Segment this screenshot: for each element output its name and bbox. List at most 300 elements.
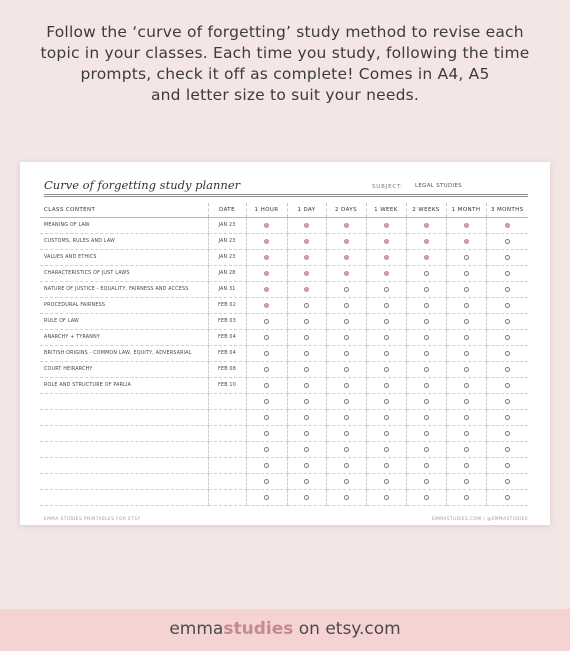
empty-circle-icon[interactable] bbox=[505, 431, 510, 436]
class-content-cell bbox=[40, 474, 208, 490]
checkbox-cell bbox=[366, 362, 406, 378]
checkbox-cell bbox=[366, 282, 406, 298]
empty-circle-icon[interactable] bbox=[384, 415, 389, 420]
empty-circle-icon[interactable] bbox=[304, 399, 309, 404]
column-header: CLASS CONTENT bbox=[40, 203, 208, 218]
empty-circle-icon[interactable] bbox=[464, 431, 469, 436]
checked-circle-icon[interactable] bbox=[264, 303, 269, 308]
empty-circle-icon[interactable] bbox=[264, 335, 269, 340]
footer-credit: EMMA STUDIES PRINTABLES FOR ETSY bbox=[44, 516, 141, 521]
checkbox-cell bbox=[246, 266, 287, 282]
empty-circle-icon[interactable] bbox=[424, 447, 429, 452]
empty-circle-icon[interactable] bbox=[505, 367, 510, 372]
checkbox-cell bbox=[246, 426, 287, 442]
empty-circle-icon[interactable] bbox=[384, 431, 389, 436]
checked-circle-icon[interactable] bbox=[344, 223, 349, 228]
intro-text bbox=[0, 22, 570, 106]
checkbox-cell bbox=[287, 442, 326, 458]
empty-circle-icon[interactable] bbox=[344, 431, 349, 436]
table-row bbox=[40, 346, 528, 362]
checkbox-cell bbox=[326, 362, 366, 378]
empty-circle-icon[interactable] bbox=[505, 399, 510, 404]
checkbox-cell bbox=[246, 330, 287, 346]
checked-circle-icon[interactable] bbox=[384, 239, 389, 244]
table-row bbox=[40, 250, 528, 266]
empty-circle-icon[interactable] bbox=[264, 479, 269, 484]
empty-circle-icon[interactable] bbox=[424, 335, 429, 340]
checkbox-cell bbox=[446, 490, 486, 506]
empty-circle-icon[interactable] bbox=[505, 335, 510, 340]
checked-circle-icon[interactable] bbox=[264, 239, 269, 244]
date-cell bbox=[208, 442, 246, 458]
empty-circle-icon[interactable] bbox=[344, 495, 349, 500]
checked-circle-icon[interactable] bbox=[424, 239, 429, 244]
empty-circle-icon[interactable] bbox=[505, 271, 510, 276]
empty-circle-icon[interactable] bbox=[344, 335, 349, 340]
empty-circle-icon[interactable] bbox=[424, 367, 429, 372]
empty-circle-icon[interactable] bbox=[424, 271, 429, 276]
checkbox-cell bbox=[287, 298, 326, 314]
empty-circle-icon[interactable] bbox=[384, 335, 389, 340]
checkbox-cell bbox=[486, 234, 528, 250]
empty-circle-icon[interactable] bbox=[505, 239, 510, 244]
checkbox-cell bbox=[326, 234, 366, 250]
checkbox-cell bbox=[326, 266, 366, 282]
checkbox-cell bbox=[446, 330, 486, 346]
intro-line: prompts, check it off as complete! Comes in A4, A5 bbox=[80, 65, 490, 83]
empty-circle-icon[interactable] bbox=[344, 351, 349, 356]
checkbox-cell bbox=[246, 218, 287, 234]
table-row bbox=[40, 442, 528, 458]
checkbox-cell bbox=[366, 442, 406, 458]
checkbox-cell bbox=[366, 394, 406, 410]
date-cell bbox=[208, 474, 246, 490]
checkbox-cell bbox=[287, 346, 326, 362]
empty-circle-icon[interactable] bbox=[424, 463, 429, 468]
empty-circle-icon[interactable] bbox=[304, 495, 309, 500]
empty-circle-icon[interactable] bbox=[264, 495, 269, 500]
checkbox-cell bbox=[287, 282, 326, 298]
checkbox-cell bbox=[287, 218, 326, 234]
checkbox-cell bbox=[287, 426, 326, 442]
checked-circle-icon[interactable] bbox=[464, 239, 469, 244]
table-row bbox=[40, 314, 528, 330]
table-row bbox=[40, 218, 528, 234]
empty-circle-icon[interactable] bbox=[384, 463, 389, 468]
empty-circle-icon[interactable] bbox=[464, 319, 469, 324]
table-row bbox=[40, 410, 528, 426]
date-cell: FEB 04 bbox=[208, 346, 246, 362]
empty-circle-icon[interactable] bbox=[384, 351, 389, 356]
checkbox-cell bbox=[287, 378, 326, 394]
checked-circle-icon[interactable] bbox=[464, 223, 469, 228]
date-cell bbox=[208, 490, 246, 506]
empty-circle-icon[interactable] bbox=[464, 399, 469, 404]
empty-circle-icon[interactable] bbox=[505, 287, 510, 292]
planner-sheet bbox=[20, 162, 550, 525]
checkbox-cell bbox=[366, 234, 406, 250]
empty-circle-icon[interactable] bbox=[304, 415, 309, 420]
empty-circle-icon[interactable] bbox=[424, 431, 429, 436]
checkbox-cell bbox=[486, 298, 528, 314]
empty-circle-icon[interactable] bbox=[304, 303, 309, 308]
checkbox-cell bbox=[287, 474, 326, 490]
checkbox-cell bbox=[486, 250, 528, 266]
empty-circle-icon[interactable] bbox=[344, 319, 349, 324]
class-content-cell: CHARACTERISTICS OF JUST LAWS bbox=[40, 266, 208, 282]
empty-circle-icon[interactable] bbox=[384, 447, 389, 452]
checkbox-cell bbox=[446, 250, 486, 266]
table-row bbox=[40, 378, 528, 394]
column-header: 1 DAY bbox=[287, 203, 326, 218]
checkbox-cell bbox=[366, 458, 406, 474]
date-cell bbox=[208, 458, 246, 474]
table-row bbox=[40, 490, 528, 506]
empty-circle-icon[interactable] bbox=[304, 351, 309, 356]
empty-circle-icon[interactable] bbox=[464, 495, 469, 500]
class-content-cell: COURT HEIRARCHY bbox=[40, 362, 208, 378]
checkbox-cell bbox=[486, 282, 528, 298]
empty-circle-icon[interactable] bbox=[344, 399, 349, 404]
checkbox-cell bbox=[406, 314, 446, 330]
table-body bbox=[40, 218, 528, 506]
checkbox-cell bbox=[287, 234, 326, 250]
checkbox-cell bbox=[366, 266, 406, 282]
empty-circle-icon[interactable] bbox=[304, 319, 309, 324]
empty-circle-icon[interactable] bbox=[464, 303, 469, 308]
checkbox-cell bbox=[287, 458, 326, 474]
date-cell: JAN 23 bbox=[208, 218, 246, 234]
empty-circle-icon[interactable] bbox=[505, 351, 510, 356]
checkbox-cell bbox=[406, 234, 446, 250]
empty-circle-icon[interactable] bbox=[464, 463, 469, 468]
checkbox-cell bbox=[486, 426, 528, 442]
checked-circle-icon[interactable] bbox=[304, 255, 309, 260]
column-header: 1 MONTH bbox=[446, 203, 486, 218]
checkbox-cell bbox=[326, 250, 366, 266]
banner-text[interactable] bbox=[0, 619, 570, 639]
checkbox-cell bbox=[406, 490, 446, 506]
empty-circle-icon[interactable] bbox=[304, 367, 309, 372]
checkbox-cell bbox=[446, 218, 486, 234]
checkbox-cell bbox=[326, 298, 366, 314]
checked-circle-icon[interactable] bbox=[264, 255, 269, 260]
empty-circle-icon[interactable] bbox=[384, 367, 389, 372]
empty-circle-icon[interactable] bbox=[264, 383, 269, 388]
checkbox-cell bbox=[486, 490, 528, 506]
empty-circle-icon[interactable] bbox=[384, 495, 389, 500]
column-header: 3 MONTHS bbox=[486, 203, 528, 218]
table-row bbox=[40, 234, 528, 250]
planner-title: Curve of forgetting study planner bbox=[44, 178, 241, 192]
empty-circle-icon[interactable] bbox=[264, 319, 269, 324]
checkbox-cell bbox=[486, 394, 528, 410]
empty-circle-icon[interactable] bbox=[505, 495, 510, 500]
empty-circle-icon[interactable] bbox=[384, 287, 389, 292]
empty-circle-icon[interactable] bbox=[464, 367, 469, 372]
empty-circle-icon[interactable] bbox=[464, 287, 469, 292]
checkbox-cell bbox=[446, 378, 486, 394]
empty-circle-icon[interactable] bbox=[304, 447, 309, 452]
class-content-cell: NATURE OF JUSTICE - EQUALITY, FAIRNESS AND ACCESS bbox=[40, 282, 208, 298]
checkbox-cell bbox=[246, 378, 287, 394]
checkbox-cell bbox=[366, 410, 406, 426]
checkbox-cell bbox=[406, 378, 446, 394]
subject-label: SUBJECT: bbox=[372, 184, 404, 190]
empty-circle-icon[interactable] bbox=[464, 255, 469, 260]
checkbox-cell bbox=[287, 314, 326, 330]
checkbox-cell bbox=[326, 442, 366, 458]
empty-circle-icon[interactable] bbox=[464, 415, 469, 420]
checked-circle-icon[interactable] bbox=[344, 239, 349, 244]
date-cell bbox=[208, 426, 246, 442]
column-header: 2 DAYS bbox=[326, 203, 366, 218]
empty-circle-icon[interactable] bbox=[424, 495, 429, 500]
checkbox-cell bbox=[446, 394, 486, 410]
table-row bbox=[40, 298, 528, 314]
empty-circle-icon[interactable] bbox=[344, 383, 349, 388]
checked-circle-icon[interactable] bbox=[304, 271, 309, 276]
title-divider bbox=[44, 196, 528, 197]
checkbox-cell bbox=[446, 282, 486, 298]
checkbox-cell bbox=[246, 394, 287, 410]
class-content-cell: MEANING OF LAW bbox=[40, 218, 208, 234]
empty-circle-icon[interactable] bbox=[264, 415, 269, 420]
checkbox-cell bbox=[486, 330, 528, 346]
checkbox-cell bbox=[366, 474, 406, 490]
table-header-row bbox=[40, 203, 528, 218]
checked-circle-icon[interactable] bbox=[304, 287, 309, 292]
empty-circle-icon[interactable] bbox=[424, 351, 429, 356]
checked-circle-icon[interactable] bbox=[264, 271, 269, 276]
checkbox-cell bbox=[366, 426, 406, 442]
checkbox-cell bbox=[366, 346, 406, 362]
table-row bbox=[40, 394, 528, 410]
checkbox-cell bbox=[366, 298, 406, 314]
empty-circle-icon[interactable] bbox=[264, 447, 269, 452]
checkbox-cell bbox=[486, 474, 528, 490]
checkbox-cell bbox=[246, 282, 287, 298]
empty-circle-icon[interactable] bbox=[505, 255, 510, 260]
checked-circle-icon[interactable] bbox=[384, 255, 389, 260]
column-header: 1 HOUR bbox=[246, 203, 287, 218]
empty-circle-icon[interactable] bbox=[464, 447, 469, 452]
date-cell: FEB 04 bbox=[208, 330, 246, 346]
empty-circle-icon[interactable] bbox=[264, 399, 269, 404]
checkbox-cell bbox=[406, 410, 446, 426]
intro-line: Follow the ‘curve of forgetting’ study method to revise each bbox=[46, 23, 524, 41]
checkbox-cell bbox=[486, 218, 528, 234]
empty-circle-icon[interactable] bbox=[264, 463, 269, 468]
checked-circle-icon[interactable] bbox=[424, 223, 429, 228]
column-header: 1 WEEK bbox=[366, 203, 406, 218]
checkbox-cell bbox=[366, 330, 406, 346]
empty-circle-icon[interactable] bbox=[264, 431, 269, 436]
date-cell: FEB 02 bbox=[208, 298, 246, 314]
checkbox-cell bbox=[326, 314, 366, 330]
checkbox-cell bbox=[406, 442, 446, 458]
empty-circle-icon[interactable] bbox=[344, 415, 349, 420]
checkbox-cell bbox=[326, 282, 366, 298]
empty-circle-icon[interactable] bbox=[424, 319, 429, 324]
checkbox-cell bbox=[246, 250, 287, 266]
checkbox-cell bbox=[406, 362, 446, 378]
checkbox-cell bbox=[326, 218, 366, 234]
empty-circle-icon[interactable] bbox=[464, 479, 469, 484]
class-content-cell bbox=[40, 458, 208, 474]
checkbox-cell bbox=[406, 426, 446, 442]
date-cell: FEB 03 bbox=[208, 314, 246, 330]
empty-circle-icon[interactable] bbox=[424, 287, 429, 292]
intro-line: topic in your classes. Each time you study, following the time bbox=[40, 44, 530, 62]
checkbox-cell bbox=[287, 362, 326, 378]
empty-circle-icon[interactable] bbox=[424, 415, 429, 420]
class-content-cell: PROCEDURAL FAIRNESS bbox=[40, 298, 208, 314]
checkbox-cell bbox=[486, 362, 528, 378]
checkbox-cell bbox=[326, 474, 366, 490]
checkbox-cell bbox=[246, 458, 287, 474]
banner-prefix: emma bbox=[169, 619, 224, 639]
checkbox-cell bbox=[326, 330, 366, 346]
checked-circle-icon[interactable] bbox=[505, 223, 510, 228]
checked-circle-icon[interactable] bbox=[344, 271, 349, 276]
empty-circle-icon[interactable] bbox=[344, 479, 349, 484]
empty-circle-icon[interactable] bbox=[344, 447, 349, 452]
checkbox-cell bbox=[446, 346, 486, 362]
empty-circle-icon[interactable] bbox=[304, 431, 309, 436]
checkbox-cell bbox=[287, 410, 326, 426]
date-cell: JAN 23 bbox=[208, 250, 246, 266]
class-content-cell: BRITISH ORIGINS - COMMON LAW, EQUITY, ADVERSARIAL bbox=[40, 346, 208, 362]
checkbox-cell bbox=[446, 458, 486, 474]
empty-circle-icon[interactable] bbox=[304, 463, 309, 468]
empty-circle-icon[interactable] bbox=[344, 287, 349, 292]
empty-circle-icon[interactable] bbox=[344, 303, 349, 308]
checked-circle-icon[interactable] bbox=[384, 271, 389, 276]
empty-circle-icon[interactable] bbox=[505, 463, 510, 468]
class-content-cell bbox=[40, 394, 208, 410]
date-cell: JAN 31 bbox=[208, 282, 246, 298]
empty-circle-icon[interactable] bbox=[424, 479, 429, 484]
empty-circle-icon[interactable] bbox=[464, 351, 469, 356]
empty-circle-icon[interactable] bbox=[384, 303, 389, 308]
empty-circle-icon[interactable] bbox=[384, 479, 389, 484]
checkbox-cell bbox=[446, 474, 486, 490]
empty-circle-icon[interactable] bbox=[505, 479, 510, 484]
class-content-cell bbox=[40, 442, 208, 458]
table-row bbox=[40, 362, 528, 378]
class-content-cell bbox=[40, 426, 208, 442]
empty-circle-icon[interactable] bbox=[464, 335, 469, 340]
checkbox-cell bbox=[246, 234, 287, 250]
checkbox-cell bbox=[446, 314, 486, 330]
checkbox-cell bbox=[287, 266, 326, 282]
checkbox-cell bbox=[406, 330, 446, 346]
checkbox-cell bbox=[406, 346, 446, 362]
checkbox-cell bbox=[486, 378, 528, 394]
empty-circle-icon[interactable] bbox=[505, 319, 510, 324]
empty-circle-icon[interactable] bbox=[464, 383, 469, 388]
checked-circle-icon[interactable] bbox=[304, 239, 309, 244]
empty-circle-icon[interactable] bbox=[304, 335, 309, 340]
empty-circle-icon[interactable] bbox=[304, 479, 309, 484]
empty-circle-icon[interactable] bbox=[464, 271, 469, 276]
checked-circle-icon[interactable] bbox=[384, 223, 389, 228]
checkbox-cell bbox=[486, 346, 528, 362]
checkbox-cell bbox=[366, 314, 406, 330]
checked-circle-icon[interactable] bbox=[264, 287, 269, 292]
checkbox-cell bbox=[287, 490, 326, 506]
checkbox-cell bbox=[486, 458, 528, 474]
checkbox-cell bbox=[406, 458, 446, 474]
class-content-cell bbox=[40, 490, 208, 506]
date-cell: FEB 08 bbox=[208, 362, 246, 378]
empty-circle-icon[interactable] bbox=[384, 319, 389, 324]
empty-circle-icon[interactable] bbox=[344, 367, 349, 372]
class-content-cell: RULE OF LAW bbox=[40, 314, 208, 330]
checked-circle-icon[interactable] bbox=[264, 223, 269, 228]
checkbox-cell bbox=[406, 474, 446, 490]
checkbox-cell bbox=[326, 410, 366, 426]
empty-circle-icon[interactable] bbox=[505, 447, 510, 452]
class-content-cell bbox=[40, 410, 208, 426]
checkbox-cell bbox=[246, 490, 287, 506]
checkbox-cell bbox=[446, 442, 486, 458]
empty-circle-icon[interactable] bbox=[344, 463, 349, 468]
date-cell bbox=[208, 410, 246, 426]
checkbox-cell bbox=[446, 234, 486, 250]
empty-circle-icon[interactable] bbox=[424, 383, 429, 388]
checkbox-cell bbox=[287, 394, 326, 410]
empty-circle-icon[interactable] bbox=[264, 351, 269, 356]
table-row bbox=[40, 458, 528, 474]
checkbox-cell bbox=[246, 314, 287, 330]
checkbox-cell bbox=[406, 282, 446, 298]
checkbox-cell bbox=[486, 442, 528, 458]
checked-circle-icon[interactable] bbox=[344, 255, 349, 260]
footer-website: EMMASTUDIES.COM | @EMMASTUDIES bbox=[432, 516, 528, 521]
empty-circle-icon[interactable] bbox=[304, 383, 309, 388]
checkbox-cell bbox=[486, 314, 528, 330]
checkbox-cell bbox=[406, 218, 446, 234]
checked-circle-icon[interactable] bbox=[424, 255, 429, 260]
checkbox-cell bbox=[486, 266, 528, 282]
empty-circle-icon[interactable] bbox=[424, 399, 429, 404]
checked-circle-icon[interactable] bbox=[304, 223, 309, 228]
empty-circle-icon[interactable] bbox=[424, 303, 429, 308]
class-content-cell: ROLE AND STRUCTURE OF PARLIA bbox=[40, 378, 208, 394]
checkbox-cell bbox=[366, 490, 406, 506]
checkbox-cell bbox=[246, 410, 287, 426]
empty-circle-icon[interactable] bbox=[384, 383, 389, 388]
checkbox-cell bbox=[366, 378, 406, 394]
checkbox-cell bbox=[486, 410, 528, 426]
checkbox-cell bbox=[246, 442, 287, 458]
checkbox-cell bbox=[446, 426, 486, 442]
empty-circle-icon[interactable] bbox=[505, 383, 510, 388]
empty-circle-icon[interactable] bbox=[505, 303, 510, 308]
checkbox-cell bbox=[326, 426, 366, 442]
empty-circle-icon[interactable] bbox=[264, 367, 269, 372]
subject-value: LEGAL STUDIES bbox=[415, 183, 462, 189]
checkbox-cell bbox=[406, 266, 446, 282]
class-content-cell: CUSTOMS, RULES AND LAW bbox=[40, 234, 208, 250]
banner-suffix: on etsy.com bbox=[293, 619, 401, 639]
checkbox-cell bbox=[366, 250, 406, 266]
study-table bbox=[40, 203, 528, 506]
empty-circle-icon[interactable] bbox=[384, 399, 389, 404]
empty-circle-icon[interactable] bbox=[505, 415, 510, 420]
